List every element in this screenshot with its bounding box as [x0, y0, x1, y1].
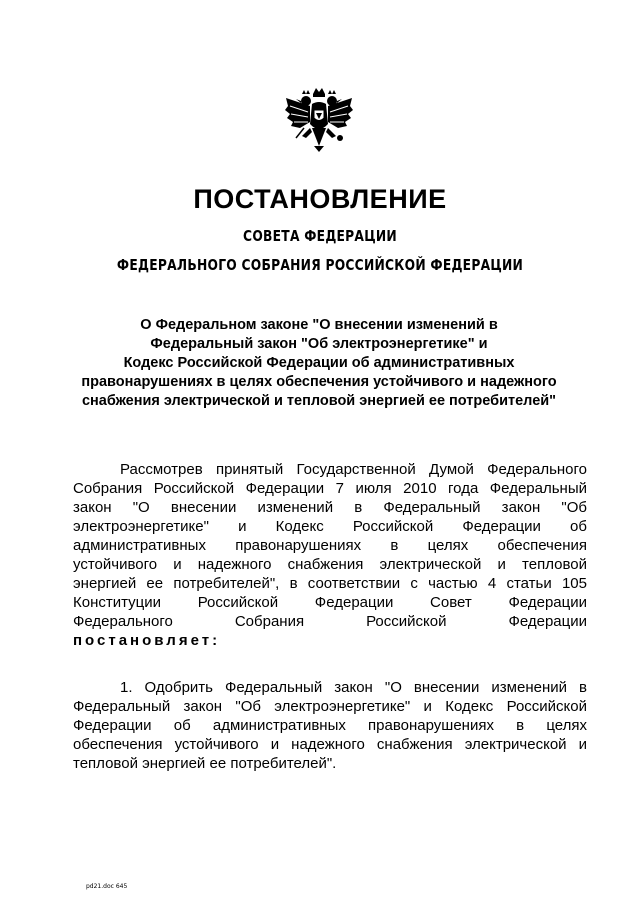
- subject-line: Федеральный закон "Об электроэнергетике" и: [150, 336, 488, 352]
- paragraph-line: тепловой энергией ее потребителей".: [73, 755, 337, 772]
- paragraph-line: Федерации об административных правонарушениях в целях: [73, 717, 587, 734]
- resolution-subject: [80, 316, 558, 411]
- paragraph-line: Рассмотрев принятый Государственной Думой Федерального: [120, 461, 587, 478]
- paragraph-line: Конституции Российской Федерации Совет Федерации: [73, 594, 587, 611]
- paragraph-line: обеспечения устойчивого и надежного снабжения электрической и: [73, 736, 587, 753]
- subject-line: О Федеральном законе "О внесении изменений в: [140, 317, 498, 333]
- subject-line: снабжения электрической и тепловой энергией ее потребителей": [81, 393, 557, 409]
- paragraph-line: энергией ее потребителей", в соответствии с частью 4 статьи 105: [73, 575, 587, 592]
- paragraph-line: электроэнергетике" и Кодекс Российской Федерации об: [73, 518, 587, 535]
- paragraph-line: устойчивого и надежного снабжения электрической и тепловой: [73, 556, 587, 573]
- paragraph-line: закон "О внесении изменений в Федеральный закон "Об: [73, 499, 587, 516]
- paragraph-line: Собрания Российской Федерации 7 июля 2010 года Федеральный: [73, 480, 587, 497]
- paragraph-line: административных правонарушениях в целях обеспечения: [73, 537, 587, 554]
- resolves-keyword: постановляет:: [73, 632, 221, 649]
- paragraph-line: 1. Одобрить Федеральный закон "О внесении изменений в: [120, 679, 587, 696]
- paragraph-line: Федерального Собрания Российской Федерации: [73, 613, 587, 630]
- issuer-line-1: СОВЕТА ФЕДЕРАЦИИ: [243, 227, 397, 245]
- issuer-line-2: ФЕДЕРАЛЬНОГО СОБРАНИЯ РОССИЙСКОЙ ФЕДЕРАЦИИ: [116, 256, 524, 274]
- body-paragraph-2: [73, 678, 587, 773]
- subject-line: Кодекс Российской Федерации об административных: [123, 355, 515, 371]
- russian-double-headed-eagle-icon: [282, 84, 356, 162]
- file-reference: pd21.doc 645: [86, 883, 128, 890]
- paragraph-line: Федеральный закон "Об электроэнергетике" и Кодекс Российской: [73, 698, 587, 715]
- document-type-title: ПОСТАНОВЛЕНИЕ: [193, 184, 447, 214]
- body-paragraph-1: [73, 460, 587, 650]
- subject-line: правонарушениях в целях обеспечения устойчивого и надежного: [81, 374, 557, 390]
